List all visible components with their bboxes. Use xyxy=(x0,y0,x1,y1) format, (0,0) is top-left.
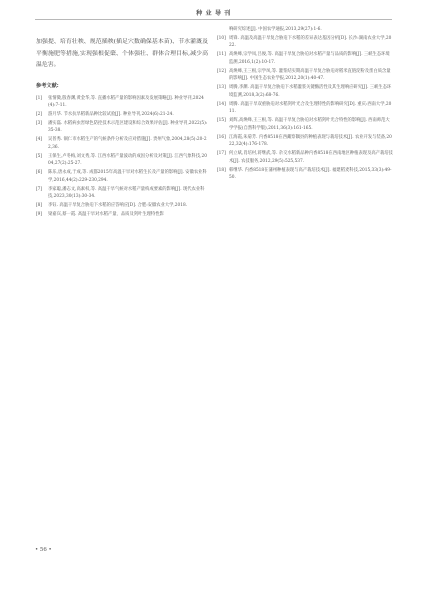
reference-item xyxy=(36,211,208,219)
reference-text: 张情微,殷春渊,黄金华,等. 直播水稻产量的影响因素及发展策略[J]. 种业导刊,2024(4):7-11. xyxy=(48,95,204,109)
reference-number: [7] xyxy=(36,186,43,192)
reference-text: 周腾. 高温干旱双重胁迫对水稻剑叶光合及生理特性的影响研究[D]. 重庆:西南大学,2011. xyxy=(229,101,392,115)
reference-number: [10] xyxy=(217,35,226,41)
reference-number: [3] xyxy=(36,120,43,126)
page-number: • 56 • xyxy=(35,547,52,553)
reference-number: [18] xyxy=(217,167,226,173)
reference-text: 潘实磊. 水稻病虫害绿色防控技术示范区建设和综合效果评估[J]. 种业导刊,2022(5):35-38. xyxy=(48,120,208,134)
reference-number: [15] xyxy=(217,118,226,124)
reference-item xyxy=(36,202,208,210)
reference-item xyxy=(217,134,393,149)
reference-text: 梁嘉宾,蔡一霞. 高温干旱对水稻产量、品质及剑叶生理特性影 xyxy=(48,212,164,218)
reference-text: 韩继华. 内香8518在蒲州种植表现与高产栽培技术[J]. 福建稻麦科技,2015,33(3):49-50. xyxy=(229,167,392,181)
header-divider xyxy=(35,19,392,20)
reference-item xyxy=(36,169,208,184)
reference-text: 刘辉,高焕峰,王三根,等. 高温干旱复合胁迫对水稻剑叶光合特性的影响[J]. 西南师范大学学报(自然科学版),2011,36(3):161-165. xyxy=(229,118,390,131)
reference-number: [17] xyxy=(217,151,226,157)
reference-item xyxy=(217,68,393,83)
references-list-right xyxy=(217,26,393,182)
reference-text: 响研究综述[J]. 中国农学通报,2013,29(27):1-6. xyxy=(229,27,322,32)
intro-paragraph: 加强提、培育壮秧、规范插秧(插足穴数确保基本苗)、节水灌溉及平衡施肥等措施,实现强根促蘖、个体强壮、群体合理目标,减少高温危害。 xyxy=(36,39,208,68)
references-list-left xyxy=(36,95,208,219)
reference-number: [4] xyxy=(36,137,43,143)
reference-number: [13] xyxy=(217,85,226,91)
reference-item xyxy=(217,117,393,132)
reference-number: [5] xyxy=(36,153,43,159)
reference-number: [6] xyxy=(36,170,43,176)
references-heading: 参考文献: xyxy=(36,82,59,89)
reference-text: 李钰. 高温干旱复合胁迫下水稻的应答响应[D]. 合肥:安徽农业大学,2018. xyxy=(48,203,188,209)
reference-text: 江海霞,朱菊芳. 内香8518在西藏察隅县的种植表现与栽培技术[J]. 农业开发与装备,2022,32(4):176-178. xyxy=(229,134,392,148)
reference-item xyxy=(36,111,208,119)
reference-item xyxy=(217,51,393,66)
reference-text: 游月华. 节水抗旱稻新品种比较试验[J]. 种业导刊,2024(6):21-24. xyxy=(48,111,174,117)
reference-item xyxy=(217,101,393,116)
reference-number: [12] xyxy=(217,68,226,74)
reference-item xyxy=(217,35,393,50)
reference-item xyxy=(36,120,208,135)
reference-text: 高焕峰,宗学凤,吕俊,等. 高温干旱复合胁迫对水稻产量与品质的影响[J]. 三峡生态环境监测,2016,1(2):10-17. xyxy=(229,52,390,65)
reference-number: [11] xyxy=(217,52,226,58)
reference-text: 周腾,李渊. 高温干旱复合胁迫下水稻灌浆关键酶活性及其生理响应研究[J]. 三峡生态环境监测,2018,3(2):68-76. xyxy=(229,85,392,98)
reference-text: 李家聪,潘志文,高素权,等. 高温干旱气候对水稻产量构成要素的影响[J]. 现代农业科技,2023,30(13):30-34. xyxy=(48,186,205,200)
reference-number: [16] xyxy=(217,134,226,140)
reference-number: [2] xyxy=(36,111,43,117)
reference-item xyxy=(217,167,393,182)
left-column xyxy=(36,26,208,220)
reference-item xyxy=(36,153,208,168)
reference-text: 吴普秀. 铜仁市水稻生产的气候条件分析及应对措施[J]. 贵州气象,2004,28(5):20-22,36. xyxy=(48,137,207,150)
reference-item-continued xyxy=(217,26,393,34)
reference-item xyxy=(36,186,208,201)
right-column xyxy=(217,26,393,183)
reference-item xyxy=(217,150,393,165)
reference-number: [8] xyxy=(36,203,43,209)
reference-text: 高焕峰,王三根,宗学凤,等. 灌浆结实期高温干旱复合胁迫对稻米直链淀粉及蛋白质含量的影响[J]. 中国生态农业学报,2012,20(1):40-47. xyxy=(229,68,391,82)
reference-item xyxy=(36,95,208,110)
reference-item xyxy=(217,84,393,99)
reference-number: [1] xyxy=(36,95,43,101)
reference-text: 何立斌,肖培村,蒋继武,等. 杂交水稻新品种内香8518在西南地区种植表现及高产栽培技术[J]. 农技服务,2012,29(5):525,537. xyxy=(229,151,393,164)
reference-text: 王保生,卢冬梅,刘文秀,等. 江西水稻产量波动的成因分析及对策[J]. 江西气象科技,2004,27(2):25-27. xyxy=(48,153,207,167)
journal-header-title: 种 业 导 刊 xyxy=(196,10,231,17)
reference-item xyxy=(36,136,208,151)
reference-text: 陈乐,唐永成,于成,等. 成都2015年高温干旱对水稻生长及产量的影响[J]. 安徽农业科学,2016,44(2):229-230,294. xyxy=(48,170,207,183)
reference-number: [14] xyxy=(217,101,226,107)
reference-text: 周锋. 高温及高温干旱复合胁迫下水稻的差异表达基因分析[D]. 长沙:湖南农业大学,2022. xyxy=(229,35,392,49)
reference-number: [9] xyxy=(36,212,43,218)
